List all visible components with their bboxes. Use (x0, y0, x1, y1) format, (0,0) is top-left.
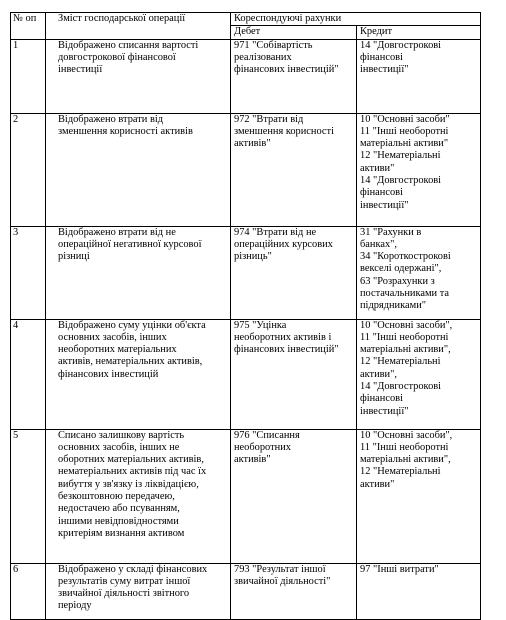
cell-credit-line: матеріальні активи", (360, 454, 451, 466)
cell-content-line: безкоштовною передачею, (58, 491, 175, 503)
cell-debit-line: зменшення корисності (234, 125, 334, 137)
cell-debit (231, 226, 357, 319)
table-body (11, 39, 481, 619)
cell-content (46, 113, 231, 226)
cell-content-line: фінансових інвестицій (58, 368, 159, 380)
cell-content-line: Списано залишкову вартість (58, 429, 185, 441)
cell-credit-line: матеріальні активи", (360, 344, 451, 356)
cell-credit-line: активи" (360, 162, 395, 174)
cell-credit-line: 14 "Довгострокові (360, 39, 442, 51)
cell-content-line: вибуття у зв'язку із ліквідацією, (58, 478, 199, 490)
cell-content (46, 429, 231, 563)
cell-debit-line: різниць" (234, 251, 272, 263)
cell-credit-line: підрядниками" (360, 300, 426, 312)
cell-debit-line: 976 "Списання (234, 429, 300, 441)
cell-content-line: періоду (58, 600, 92, 612)
cell-content-line: звичайної діяльності звітного (58, 588, 190, 600)
cell-content-line: іншими невідповідностями (58, 515, 179, 527)
cell-content-line: Відображено втрати від (58, 113, 164, 125)
cell-credit-line: фінансові (360, 51, 403, 63)
cell-credit-line: банках", (360, 238, 397, 250)
cell-credit-line: фінансові (360, 393, 403, 405)
cell-number: 3 (11, 226, 46, 319)
cell-content-line: Відображено втрати від не (58, 226, 176, 238)
table-row (11, 39, 481, 113)
cell-credit-line: активи", (360, 368, 397, 380)
cell-content-line: інвестиції (58, 64, 103, 76)
cell-content-line: операційної негативної курсової (58, 238, 202, 250)
cell-credit-line: 12 "Нематеріальні (360, 466, 441, 478)
cell-credit-line: матеріальні активи" (360, 138, 449, 150)
table-row (11, 563, 481, 619)
cell-content-line: різниці (58, 251, 90, 263)
cell-content (46, 319, 231, 429)
cell-debit (231, 429, 357, 563)
cell-debit-line: 974 "Втрати від не (234, 226, 317, 238)
cell-credit-line: інвестиції" (360, 405, 409, 417)
cell-credit (357, 226, 481, 319)
header-accounts: Кореспондуючі рахунки (231, 13, 481, 26)
cell-credit (357, 319, 481, 429)
cell-content-line: основних засобів, інших не (58, 441, 180, 453)
table-row (11, 226, 481, 319)
cell-credit-line: 63 "Розрахунки з (360, 275, 435, 287)
cell-number: 6 (11, 563, 46, 619)
table-header-row (11, 13, 481, 26)
cell-credit-line: 11 "Інші необоротні (360, 441, 449, 453)
cell-content-line: нематеріальних активів під час їх (58, 466, 207, 478)
cell-credit-line: 11 "Інші необоротні (360, 331, 449, 343)
cell-number: 4 (11, 319, 46, 429)
cell-debit (231, 113, 357, 226)
cell-content (46, 563, 231, 619)
cell-credit (357, 563, 481, 619)
cell-content-line: критеріям визнання активом (58, 527, 185, 539)
cell-credit (357, 113, 481, 226)
cell-content-line: Відображено списання вартості (58, 39, 199, 51)
cell-number: 2 (11, 113, 46, 226)
cell-content (46, 39, 231, 113)
cell-credit-line: 10 "Основні засоби", (360, 429, 453, 441)
cell-debit-line: фінансових інвестицій" (234, 64, 339, 76)
cell-debit-line: 971 "Собівартість (234, 39, 313, 51)
cell-content-line: оборотних матеріальних активів, (58, 454, 204, 466)
cell-credit (357, 429, 481, 563)
cell-credit-line: 10 "Основні засоби", (360, 319, 453, 331)
cell-credit-line: 11 "Інші необоротні (360, 125, 449, 137)
cell-debit-line: 793 "Результат іншої (234, 563, 326, 575)
cell-debit-line: необоротних активів і (234, 331, 332, 343)
table-row (11, 429, 481, 563)
cell-credit-line: інвестиції" (360, 64, 409, 76)
cell-debit-line: звичайної діяльності" (234, 575, 331, 587)
cell-debit-line: фінансових інвестицій" (234, 344, 339, 356)
cell-debit-line: 975 "Уцінка (234, 319, 287, 331)
header-debit: Дебет (231, 26, 357, 39)
cell-content-line: зменшення корисності активів (58, 125, 193, 137)
cell-content (46, 226, 231, 319)
cell-content-line: результатів суму витрат іншої (58, 575, 191, 587)
header-content: Зміст господарської операції (46, 13, 231, 40)
cell-content-line: недостачею або псуванням, (58, 503, 180, 515)
cell-credit-line: інвестиції" (360, 199, 409, 211)
cell-credit-line: 97 "Інші витрати" (360, 563, 439, 575)
header-credit: Кредит (357, 26, 481, 39)
cell-content-line: Відображено у складі фінансових (58, 563, 208, 575)
cell-credit-line: постачальниками та (360, 288, 449, 300)
cell-debit-line: активів" (234, 454, 271, 466)
cell-credit-line: 12 "Нематеріальні (360, 356, 441, 368)
operations-table (10, 12, 481, 620)
cell-debit (231, 319, 357, 429)
cell-credit (357, 39, 481, 113)
cell-credit-line: 31 "Рахунки в (360, 226, 422, 238)
cell-credit-line: активи" (360, 478, 395, 490)
cell-debit (231, 563, 357, 619)
cell-credit-line: 12 "Нематеріальні (360, 150, 441, 162)
cell-debit-line: реалізованих (234, 51, 292, 63)
cell-content-line: необоротних матеріальних (58, 344, 177, 356)
cell-debit-line: операційних курсових (234, 238, 333, 250)
cell-content-line: довгострокової фінансової (58, 51, 176, 63)
cell-credit-line: 10 "Основні засоби" (360, 113, 450, 125)
cell-credit-line: 34 "Короткострокові (360, 251, 451, 263)
cell-debit-line: активів" (234, 138, 271, 150)
cell-number: 5 (11, 429, 46, 563)
cell-debit-line: 972 "Втрати від (234, 113, 304, 125)
cell-credit-line: фінансові (360, 187, 403, 199)
cell-debit (231, 39, 357, 113)
table-row (11, 113, 481, 226)
cell-credit-line: 14 "Довгострокові (360, 175, 442, 187)
cell-content-line: Відображено суму уцінки об'єкта (58, 319, 206, 331)
header-number: № оп (11, 13, 46, 40)
cell-debit-line: необоротних (234, 441, 291, 453)
cell-credit-line: 14 "Довгострокові (360, 381, 442, 393)
cell-number: 1 (11, 39, 46, 113)
table-row (11, 319, 481, 429)
cell-content-line: основних засобів, інших (58, 331, 167, 343)
cell-content-line: активів, нематеріальних активів, (58, 356, 203, 368)
cell-credit-line: векселі одержані", (360, 263, 442, 275)
